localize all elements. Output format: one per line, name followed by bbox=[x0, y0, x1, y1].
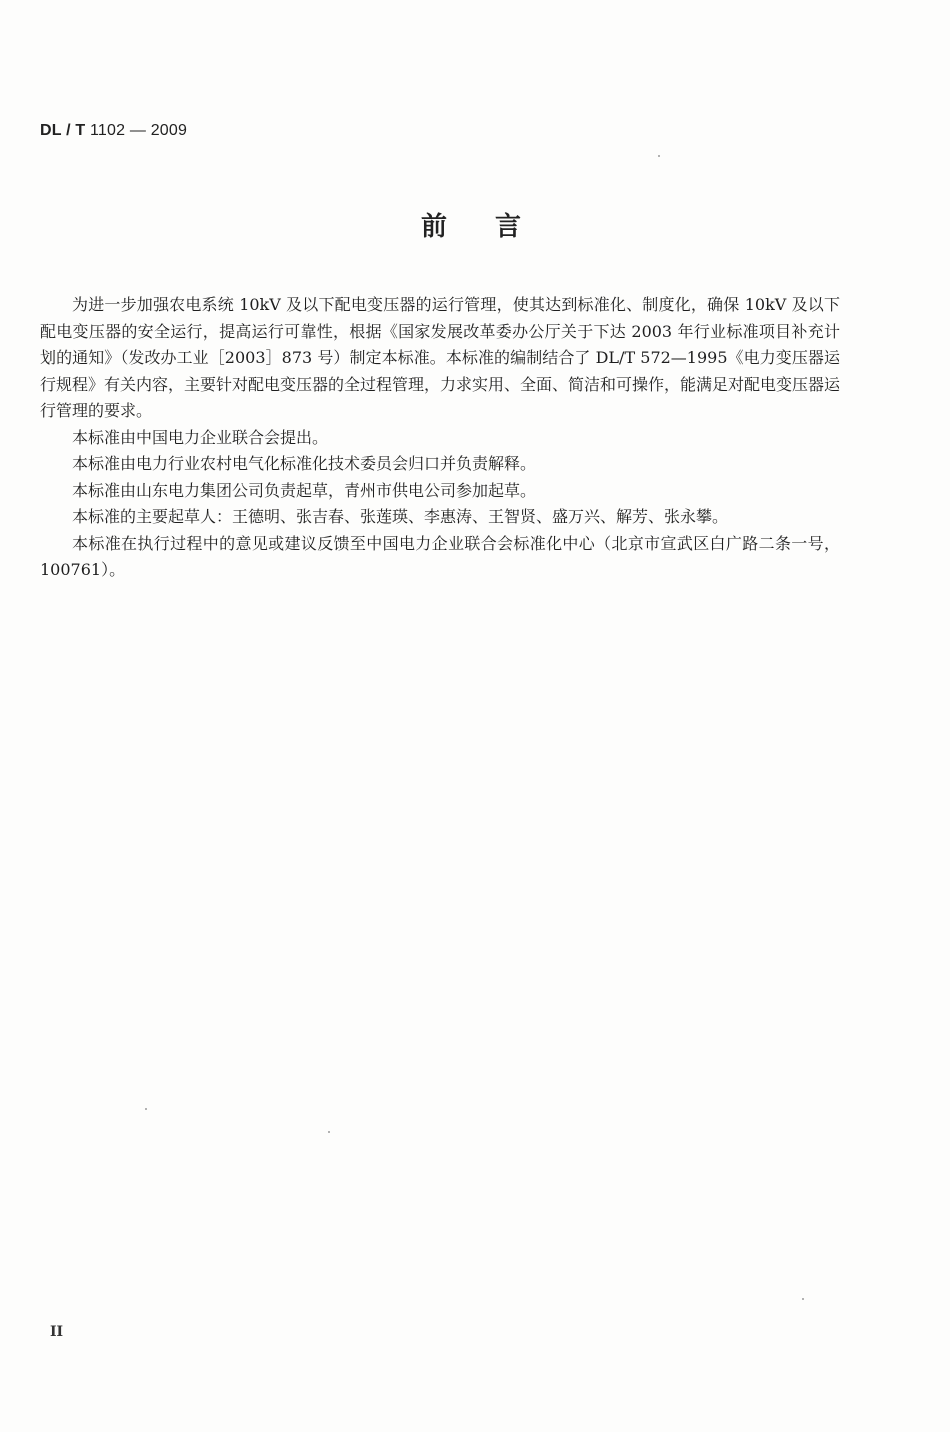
paragraph-feedback: 本标准在执行过程中的意见或建议反馈至中国电力企业联合会标准化中心（北京市宣武区白广路二条一号，100761）。 bbox=[40, 533, 840, 579]
scan-speck bbox=[328, 1131, 330, 1133]
scan-speck bbox=[145, 1108, 147, 1110]
paragraph-administration: 本标准由电力行业农村电气化标准化技术委员会归口并负责解释。 bbox=[72, 454, 537, 473]
standard-code bbox=[40, 122, 187, 140]
page-number: II bbox=[50, 1324, 64, 1340]
paragraph-drafting-org: 本标准由山东电力集团公司负责起草，青州市供电公司参加起草。 bbox=[72, 480, 537, 500]
paragraph-purpose: 为进一步加强农电系统 10kV 及以下配电变压器的运行管理，使其达到标准化、制度化，确保 10kV 及以下配电变压器的安全运行，提高运行可靠性，根据《国家发展改革委办公厅关于下达 2003 年行业标准项目补充计划的通知》（发改办工业［2003］873 号）制定本标准。本标准的编制结合了 DL/T 572—1995《电力变压器运行规程》有关内容，主要针对配电变压器的全过程管理，力求实用、全面、简洁和可操作，能满足对配电变压器运行管理的要求。 bbox=[40, 295, 841, 420]
paragraph-proposer: 本标准由中国电力企业联合会提出。 bbox=[72, 427, 329, 447]
paragraph-drafters: 本标准的主要起草人：王德明、张吉春、张莲瑛、李惠涛、王智贤、盛万兴、解芳、张永攀。 bbox=[72, 507, 729, 526]
page-title: 前言 bbox=[420, 212, 569, 242]
foreword-body bbox=[40, 292, 840, 584]
standard-code-number: 1102 — 2009 bbox=[85, 122, 188, 139]
scan-speck bbox=[658, 155, 660, 157]
scan-speck bbox=[802, 1298, 804, 1300]
standard-code-prefix: DL / T bbox=[40, 122, 86, 139]
